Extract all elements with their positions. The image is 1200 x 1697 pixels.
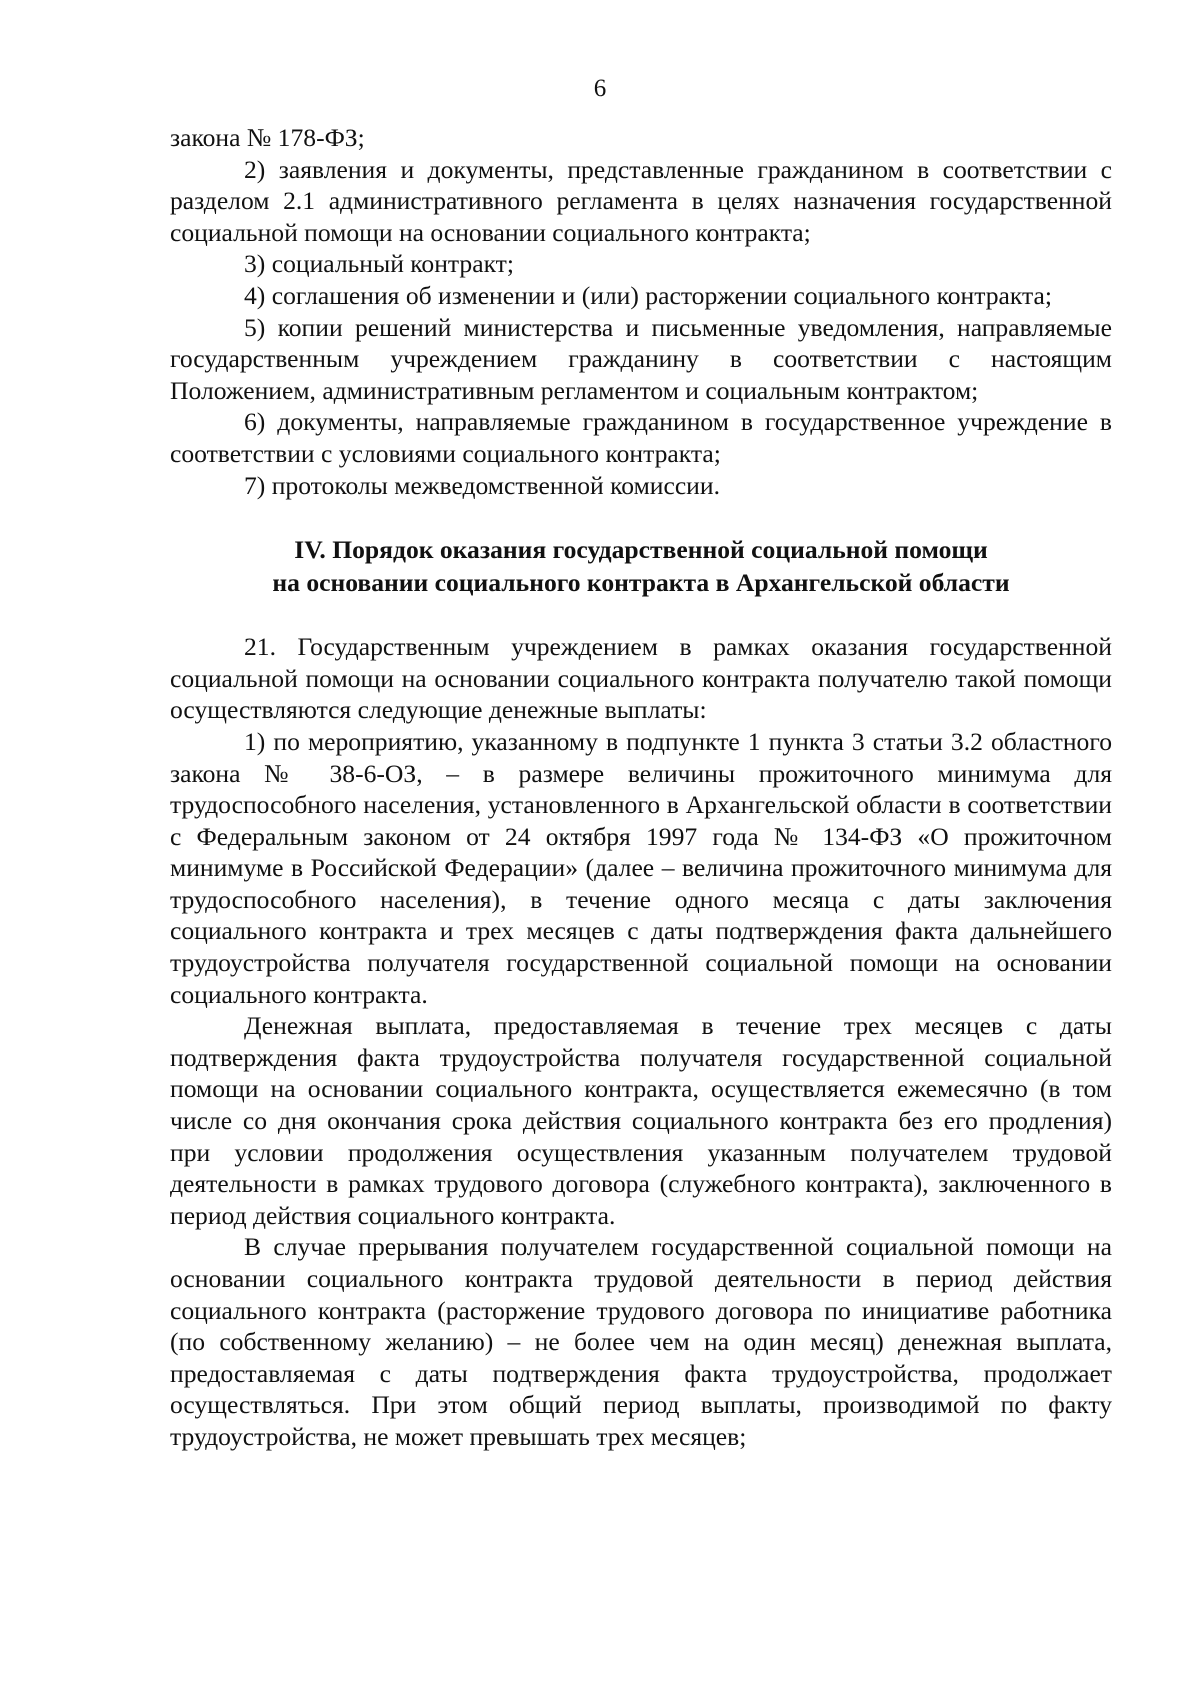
section-title-line-1: IV. Порядок оказания государственной социальной помощи [294,535,988,565]
page-number: 6 [593,75,607,102]
list-item: 4) соглашения об изменении и (или) расторжении социального контракта; [244,280,1052,310]
paragraph: 21. Государственным учреждением в рамках оказания государственной социальной помощи на основании социального контракта получателю такой помощи осуществляются следующие денежные выплаты: [170,632,1112,725]
list-item: 5) копии решений министерства и письменные уведомления, направляемые государственным учреждением гражданину в соответствии с настоящим Положением, административным регламентом и социальным контрактом; [170,312,1112,405]
list-item: 2) заявления и документы, представленные гражданином в соответствии с разделом 2.1 административного регламента в целях назначения государственной социальной помощи на основании социального контракта; [170,154,1112,247]
paragraph: Денежная выплата, предоставляемая в течение трех месяцев с даты подтверждения факта трудоустройства получателя государственной социальной помощи на основании социального контракта, осуществляется ежемесячно (в том числе со дня окончания срока действия социального контракта без его продления) при условии продолжения осуществления указанным получателем трудовой деятельности в рамках трудового договора (служебного контракта), заключенного в период действия социального контракта. [170,1011,1112,1230]
list-item-continuation: закона № 178-ФЗ; [170,123,365,152]
document-body [170,122,1112,1453]
list-item: 6) документы, направляемые гражданином в государственное учреждение в соответствии с условиями социального контракта; [170,407,1112,468]
list-item: 7) протоколы межведомственной комиссии. [244,470,720,500]
list-item: 3) социальный контракт; [244,249,514,279]
paragraph: 1) по мероприятию, указанному в подпункте 1 пункта 3 статьи 3.2 областного закона № 38-6-ОЗ, – в размере величины прожиточного минимума для трудоспособного населения, установленного в Архангельской области в соответствии с Федеральным законом от 24 октября 1997 года № 134-ФЗ «О прожиточном минимуме в Российской Федерации» (далее – величина прожиточного минимума для трудоспособного населения), в течение одного месяца с даты заключения социального контракта и трех месяцев с даты подтверждения факта дальнейшего трудоустройства получателя государственной социальной помощи на основании социального контракта. [170,726,1112,1009]
paragraph: В случае прерывания получателем государственной социальной помощи на основании социального контракта трудовой деятельности в период действия социального контракта (расторжение трудового договора по инициативе работника (по собственному желанию) – не более чем на один месяц) денежная выплата, предоставляемая с даты подтверждения факта трудоустройства, продолжает осуществляться. При этом общий период выплаты, производимой по факту трудоустройства, не может превышать трех месяцев; [170,1232,1112,1451]
section-title-line-2: на основании социального контракта в Архангельской области [272,568,1010,598]
section-heading [170,533,1112,599]
